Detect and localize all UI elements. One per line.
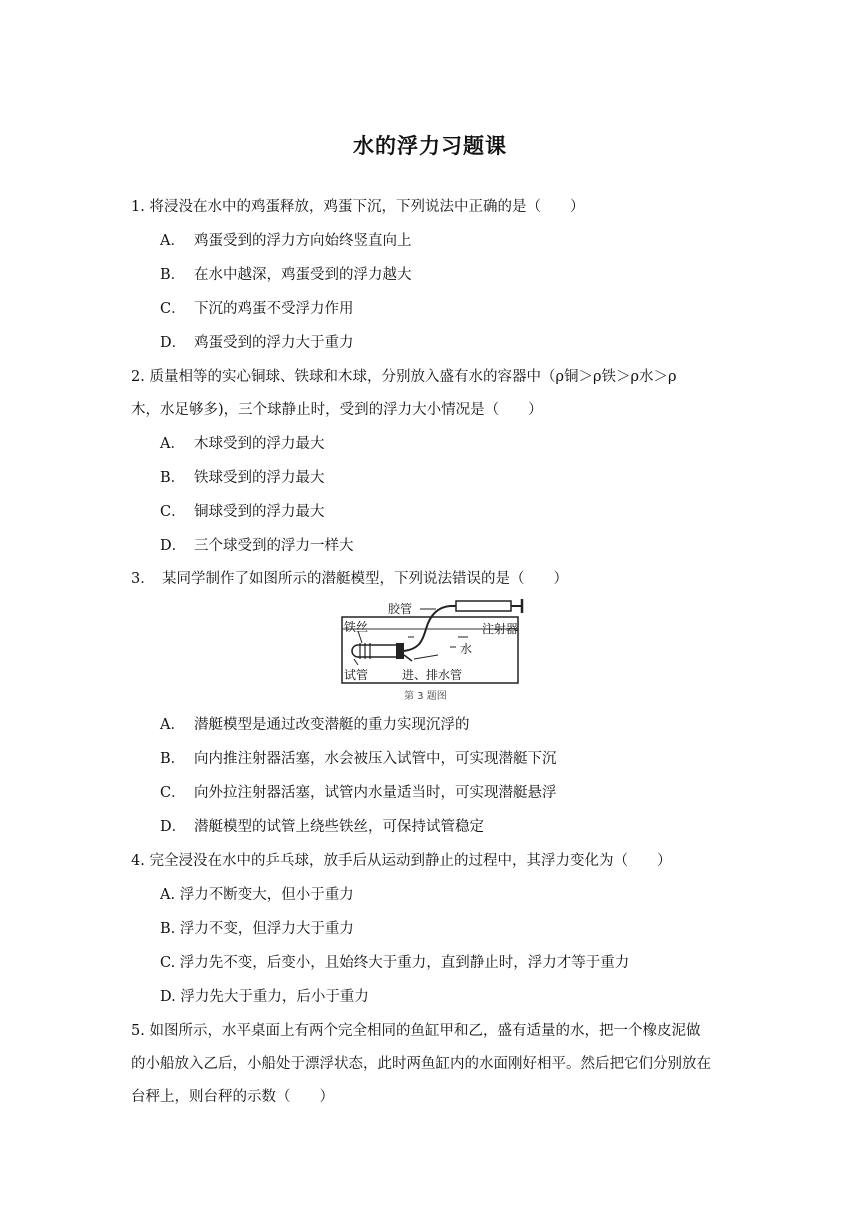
question-5-stem-line-3: 台秤上，则台秤的示数（ ）: [131, 1089, 334, 1105]
inout-pipe: [404, 655, 412, 661]
option-text: 向内推注射器活塞，水会被压入试管中，可实现潜艇下沉: [194, 751, 557, 767]
option-text: 潜艇模型的试管上绕些铁丝，可保持试管稳定: [194, 819, 484, 835]
option-text: 三个球受到的浮力一样大: [194, 538, 354, 554]
option-label: A．: [160, 436, 185, 452]
option-label: B．: [160, 751, 186, 767]
question-3-option-b: [160, 747, 557, 768]
leader-line: [354, 659, 358, 665]
label-tube: 胶管: [388, 602, 413, 616]
submarine-model-figure: [338, 595, 530, 705]
question-2-option-d: [160, 534, 354, 555]
label-test-tube: 试管: [344, 668, 369, 682]
option-text: 下沉的鸡蛋不受浮力作用: [194, 301, 354, 317]
question-1-stem: 1. 将浸没在水中的鸡蛋释放，鸡蛋下沉，下列说法中正确的是（ ）: [131, 199, 585, 215]
leader-line: [414, 655, 438, 659]
question-1-option-a: [160, 229, 412, 250]
question-3-option-a: [160, 713, 470, 734]
question-2-option-b: [160, 466, 325, 487]
option-label: D．: [160, 335, 187, 351]
question-1-option-d: [160, 331, 354, 352]
option-label: C．: [160, 301, 186, 317]
question-2-stem-line-2: 木，水足够多)，三个球静止时，受到的浮力大小情况是（ ）: [131, 402, 543, 418]
option-label: B．: [160, 267, 186, 283]
label-water: 水: [460, 642, 473, 656]
question-4-option-c: C. 浮力先不变，后变小，且始终大于重力，直到静止时，浮力才等于重力: [160, 955, 630, 971]
option-label: B．: [160, 470, 186, 486]
question-1-option-b: [160, 263, 412, 284]
option-label: A．: [160, 233, 185, 249]
question-4-stem: 4. 完全浸没在水中的乒乓球，放手后从运动到静止的过程中，其浮力变化为（ ）: [131, 853, 672, 869]
question-4-option-b: B. 浮力不变，但浮力大于重力: [160, 921, 354, 937]
question-2-option-a: [160, 432, 325, 453]
question-3-stem: 3． 某同学制作了如图所示的潜艇模型，下列说法错误的是（ ）: [131, 571, 568, 587]
option-label: D．: [160, 819, 187, 835]
page-title: 水的浮力习题课: [353, 134, 507, 158]
option-label: C．: [160, 504, 186, 520]
question-1-option-c: [160, 297, 354, 318]
syringe-body: [456, 601, 511, 611]
option-label: C．: [160, 785, 186, 801]
option-text: 鸡蛋受到的浮力方向始终竖直向上: [194, 233, 412, 249]
question-3-option-c: [160, 781, 557, 802]
figure-caption: 第 3 题图: [404, 691, 447, 702]
question-5-stem-line-2: 的小船放入乙后，小船处于漂浮状态，此时两鱼缸内的水面刚好相平。然后把它们分别放在: [131, 1056, 711, 1072]
question-4-option-d: D. 浮力先大于重力，后小于重力: [160, 989, 369, 1005]
question-2-option-c: [160, 500, 325, 521]
option-label: D．: [160, 538, 187, 554]
option-text: 潜艇模型是通过改变潜艇的重力实现沉浮的: [194, 717, 470, 733]
option-text: 在水中越深，鸡蛋受到的浮力越大: [194, 267, 412, 283]
option-text: 向外拉注射器活塞，试管内水量适当时，可实现潜艇悬浮: [194, 785, 557, 801]
option-text: 铁球受到的浮力最大: [194, 470, 325, 486]
question-2-stem-line-1: 2. 质量相等的实心铜球、铁球和木球，分别放入盛有水的容器中（ρ铜＞ρ铁＞ρ水＞ρ: [131, 369, 677, 385]
option-text: 铜球受到的浮力最大: [194, 504, 325, 520]
label-inout-pipe: 进、排水管: [402, 668, 463, 682]
question-4-option-a: A. 浮力不断变大，但小于重力: [160, 887, 354, 903]
label-syringe: 注射器: [482, 622, 519, 636]
option-text: 鸡蛋受到的浮力大于重力: [194, 335, 354, 351]
question-5-stem-line-1: 5. 如图所示，水平桌面上有两个完全相同的鱼缸甲和乙，盛有适量的水，把一个橡皮泥做: [131, 1023, 701, 1039]
label-iron-wire: 铁丝: [344, 620, 369, 634]
question-3-option-d: [160, 815, 484, 836]
option-text: 木球受到的浮力最大: [194, 436, 325, 452]
stopper: [396, 643, 404, 659]
option-label: A．: [160, 717, 185, 733]
